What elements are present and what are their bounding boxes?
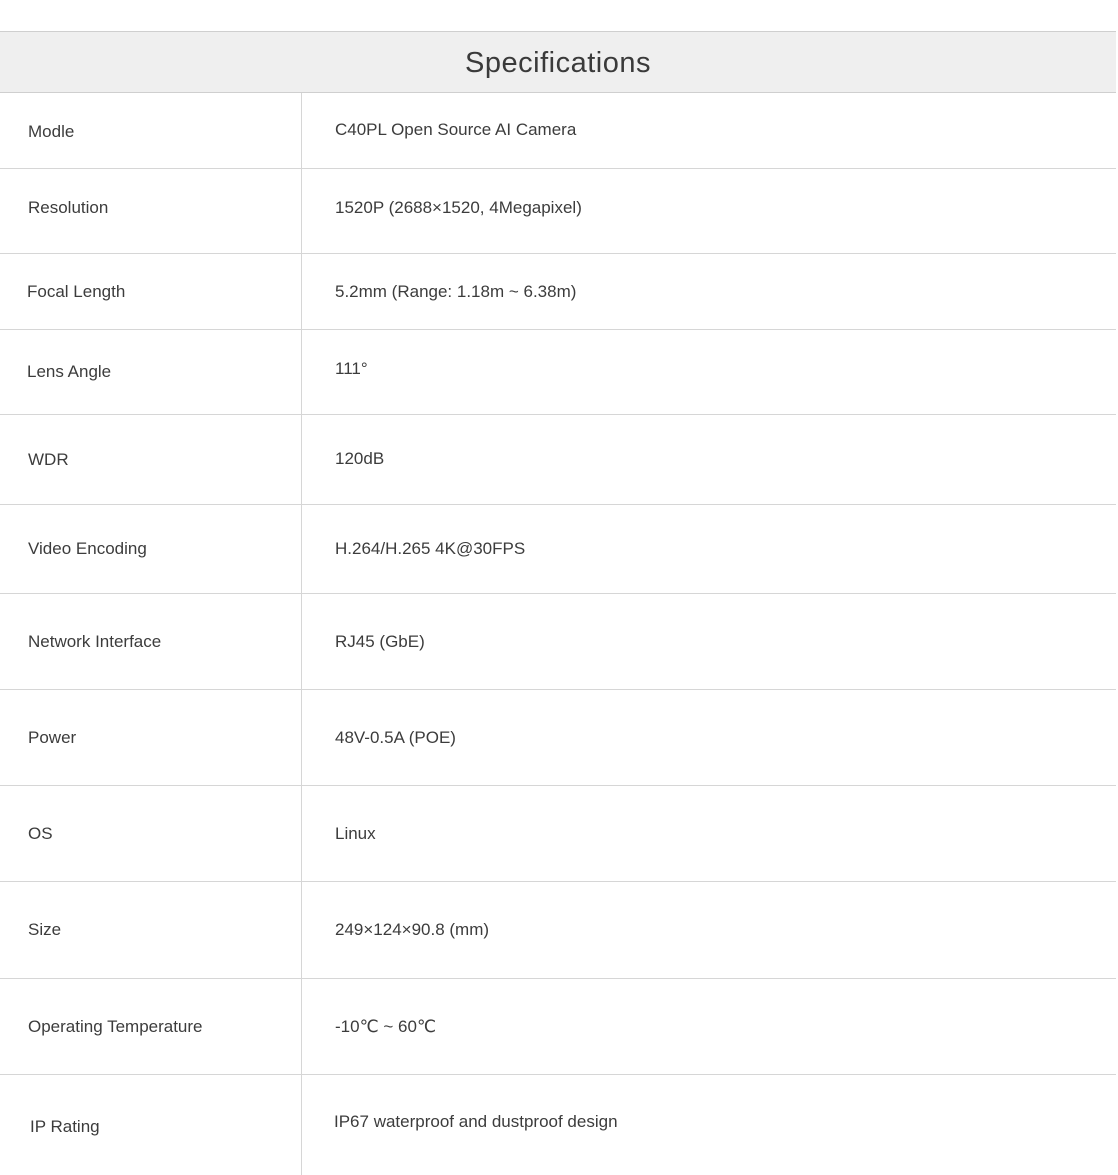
spec-label: Resolution bbox=[0, 169, 302, 253]
spec-row-lens-angle bbox=[0, 330, 1116, 415]
specifications-table bbox=[0, 93, 1116, 1175]
spec-value: 48V-0.5A (POE) bbox=[335, 727, 456, 747]
spec-row-video-encoding bbox=[0, 505, 1116, 594]
spec-row-operating-temperature bbox=[0, 979, 1116, 1075]
spec-row-wdr bbox=[0, 415, 1116, 505]
spec-value: C40PL Open Source AI Camera bbox=[335, 120, 577, 139]
spec-row-resolution bbox=[0, 169, 1116, 254]
spec-label: OS bbox=[0, 786, 302, 881]
specifications-header bbox=[0, 31, 1116, 93]
spec-label: Operating Temperature bbox=[0, 979, 302, 1074]
spec-value: 120dB bbox=[335, 448, 385, 468]
spec-value: 111° bbox=[335, 359, 368, 378]
spec-value: RJ45 (GbE) bbox=[335, 631, 425, 651]
spec-value: 5.2mm (Range: 1.18m ~ 6.38m) bbox=[335, 281, 577, 301]
page-title: Specifications bbox=[465, 46, 651, 79]
spec-value: H.264/H.265 4K@30FPS bbox=[335, 538, 526, 558]
spec-label: Size bbox=[0, 882, 302, 978]
spec-value: 1520P (2688×1520, 4Megapixel) bbox=[335, 197, 582, 217]
spec-value: Linux bbox=[335, 823, 376, 843]
spec-row-focal-length bbox=[0, 254, 1116, 330]
spec-label: Modle bbox=[0, 93, 302, 168]
spec-value: 249×124×90.8 (mm) bbox=[335, 920, 490, 939]
spec-label: Power bbox=[0, 690, 302, 785]
spec-label: Video Encoding bbox=[0, 505, 302, 593]
spec-label: Network Interface bbox=[0, 594, 302, 689]
spec-label: Focal Length bbox=[0, 254, 302, 329]
spec-row-network-interface bbox=[0, 594, 1116, 690]
spec-label: IP Rating bbox=[0, 1075, 302, 1175]
spec-row-size bbox=[0, 882, 1116, 979]
spec-label: Lens Angle bbox=[0, 330, 302, 414]
spec-label: WDR bbox=[0, 415, 302, 504]
spec-row-model bbox=[0, 93, 1116, 169]
spec-row-power bbox=[0, 690, 1116, 786]
spec-row-os bbox=[0, 786, 1116, 882]
spec-value: -10℃ ~ 60℃ bbox=[335, 1016, 437, 1036]
spec-row-ip-rating bbox=[0, 1075, 1116, 1175]
spec-value: IP67 waterproof and dustproof design bbox=[334, 1112, 618, 1131]
